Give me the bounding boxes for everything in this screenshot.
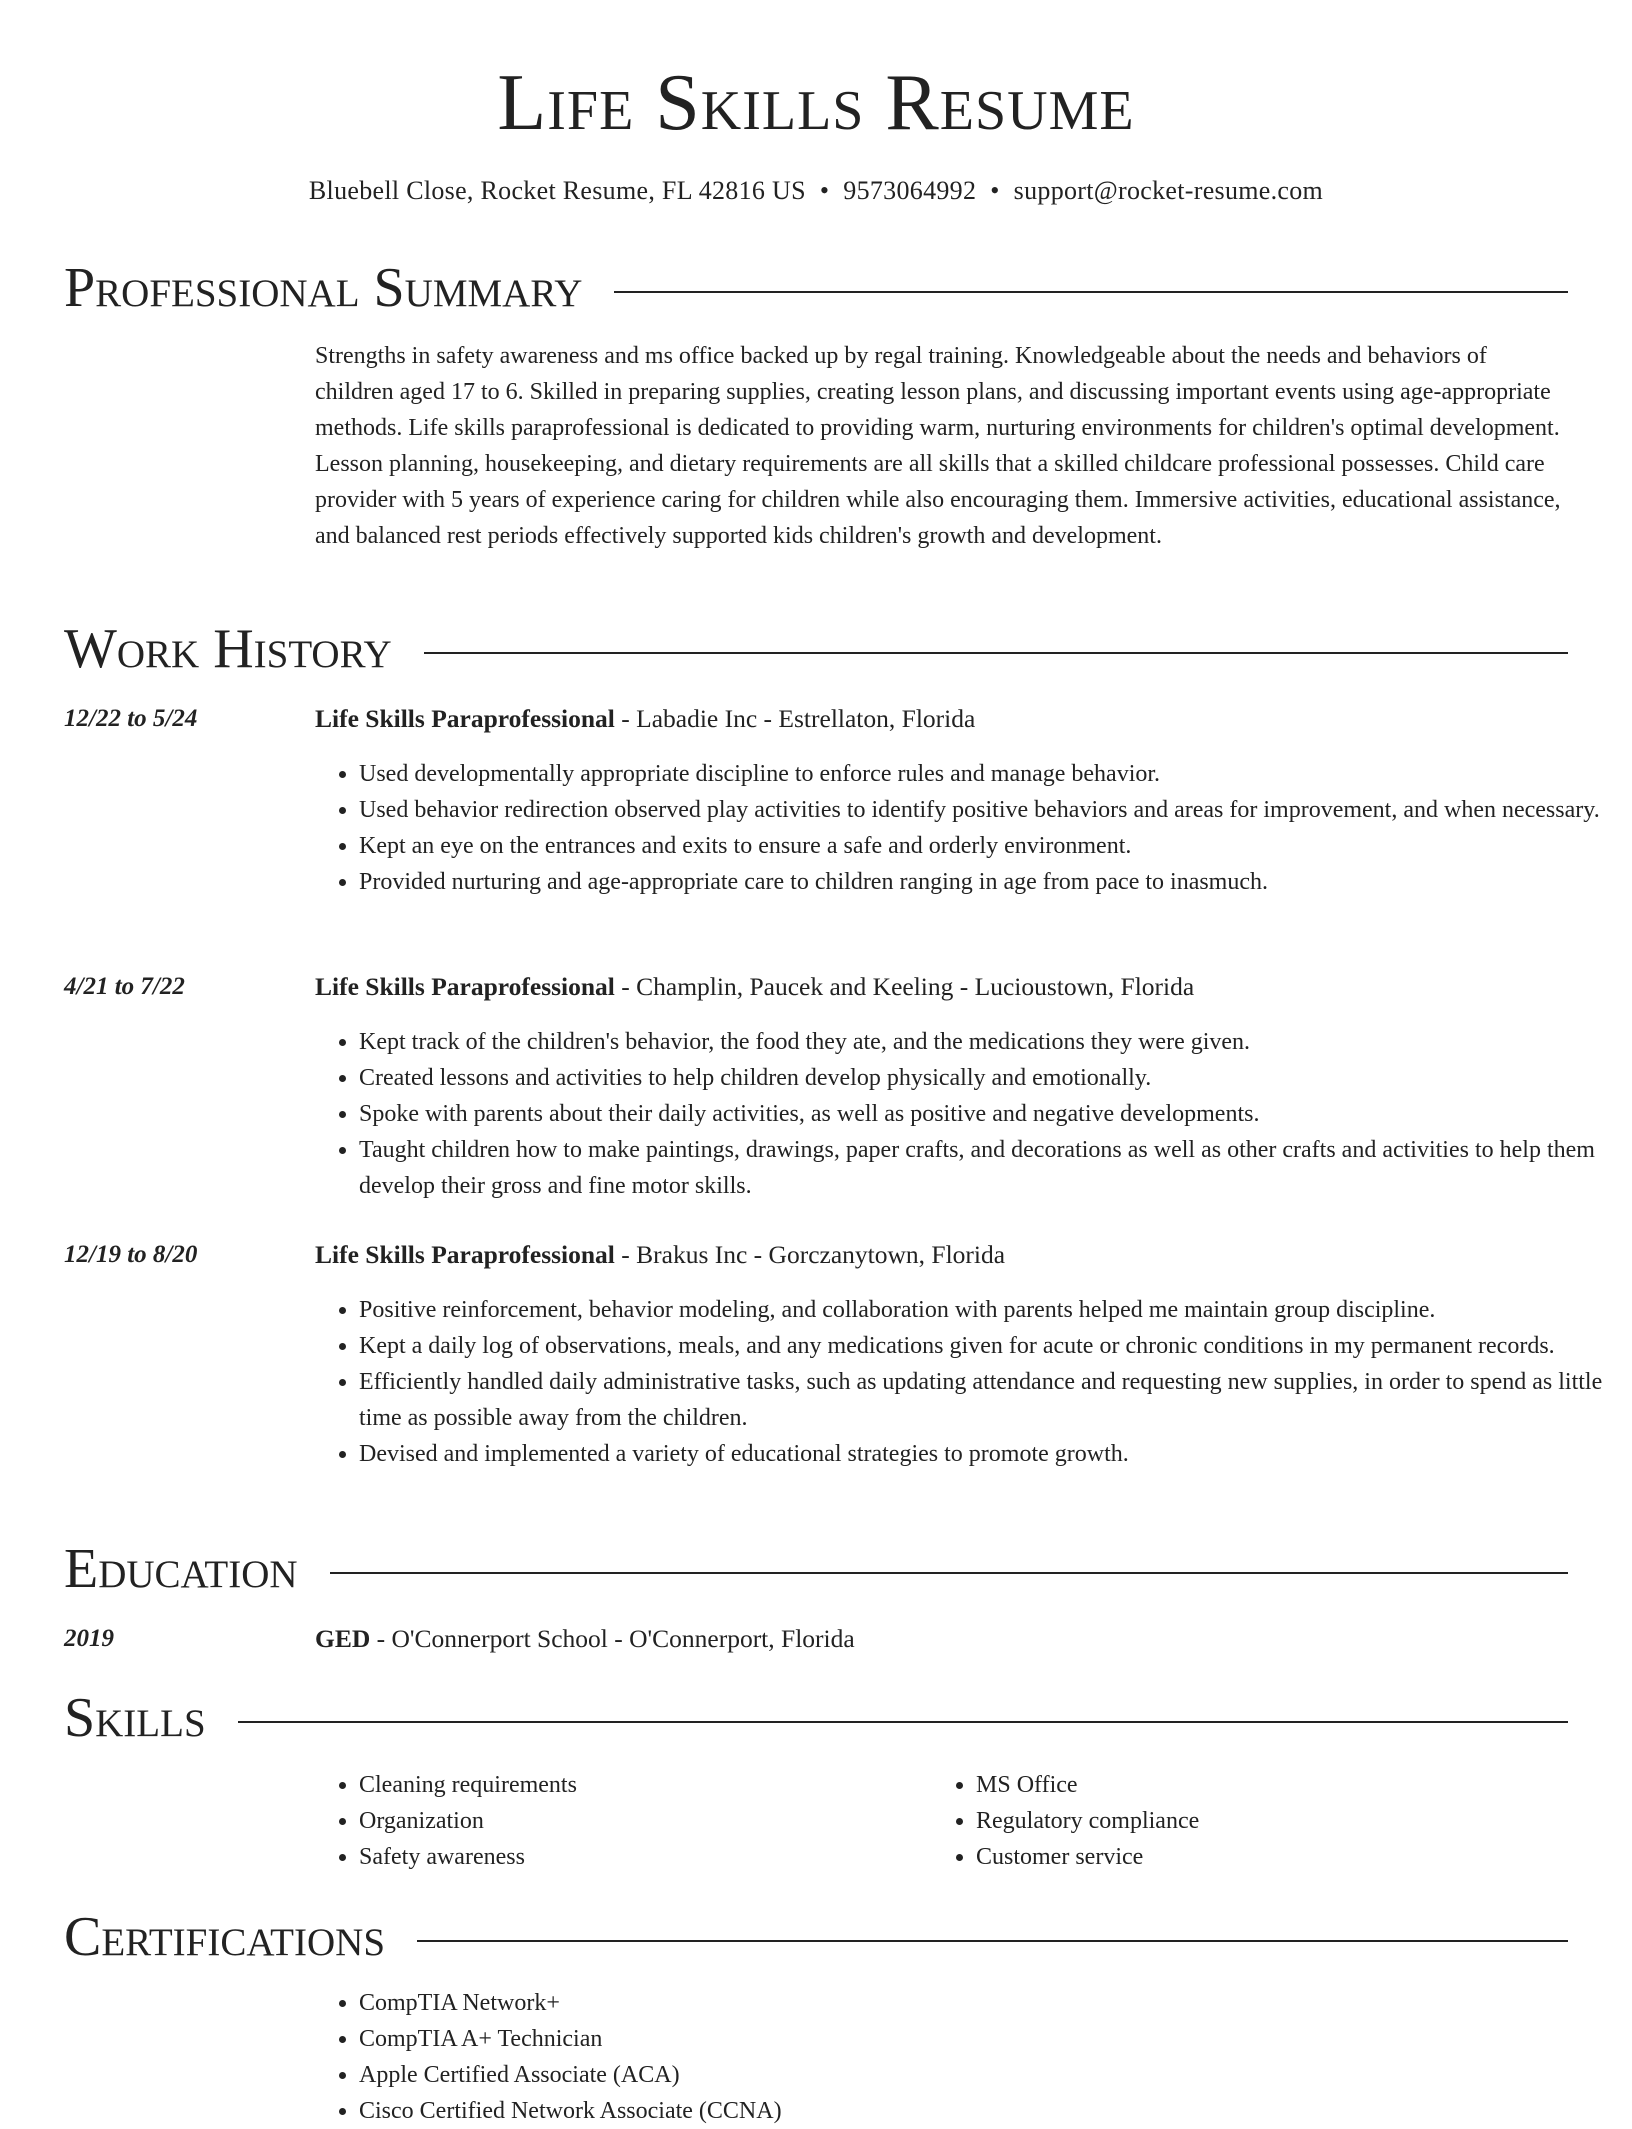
skill-item: • Regulatory compliance bbox=[976, 1803, 1532, 1839]
job-bullets bbox=[315, 1024, 1615, 1204]
certifications-list bbox=[315, 1985, 1615, 2129]
list-item: • Devised and implemented a variety of educational strategies to promote growth. bbox=[359, 1436, 1615, 1472]
job-dates: 12/19 to 8/20 bbox=[64, 1241, 198, 1268]
summary-text: Strengths in safety awareness and ms office backed up by regal training. Knowledgeable about the needs and behaviors of children aged 17 to 6. Skilled in preparing supplies, creating lesson plans, and discussing important events using age-appropriate methods. Life skills paraprofessional is dedicated to providing warm, nurturing environments for children's optimal development. Lesson planning, housekeeping, and dietary requirements are all skills that a skilled childcare professional possesses. Child care provider with 5 years of experience caring for children while also encouraging them. Immersive activities, educational assistance, and balanced rest periods effectively supported kids children's growth and development. bbox=[315, 343, 1561, 549]
resume-title: Life Skills Resume bbox=[497, 59, 1135, 147]
job-heading bbox=[315, 970, 1571, 1004]
job-details: - Champlin, Paucek and Keeling - Lucioustown, Florida bbox=[614, 972, 1195, 1001]
education-line bbox=[315, 1622, 1571, 1656]
degree: GED bbox=[315, 1624, 371, 1653]
address: Bluebell Close, Rocket Resume, FL 42816 US bbox=[308, 176, 806, 205]
job-details: - Brakus Inc - Gorczanytown, Florida bbox=[614, 1240, 1006, 1269]
skill-item: • Organization bbox=[359, 1803, 915, 1839]
section-title: Professional Summary bbox=[64, 257, 583, 319]
education-year: 2019 bbox=[64, 1625, 114, 1652]
job-details: - Labadie Inc - Estrellaton, Florida bbox=[614, 704, 976, 733]
skills-column-left bbox=[315, 1767, 915, 1875]
work-history-section-header bbox=[64, 614, 1568, 684]
skills-section-header bbox=[64, 1683, 1568, 1753]
list-item: • Created lessons and activities to help children develop physically and emotionally. bbox=[359, 1060, 1615, 1096]
job-dates: 12/22 to 5/24 bbox=[64, 705, 198, 732]
contact-line bbox=[0, 174, 1632, 208]
certifications-section-header bbox=[64, 1902, 1568, 1972]
list-item: • Efficiently handled daily administrative tasks, such as updating attendance and requesting new supplies, in order to spend as little time as possible away from the children. bbox=[359, 1364, 1615, 1436]
section-title: Education bbox=[64, 1538, 298, 1600]
separator: • bbox=[819, 176, 830, 205]
skills-column-right bbox=[932, 1767, 1532, 1875]
section-divider bbox=[238, 1721, 1568, 1723]
summary-section-header bbox=[64, 253, 1568, 323]
section-title: Certifications bbox=[64, 1906, 386, 1968]
section-divider bbox=[424, 652, 1568, 654]
list-item: • Kept a daily log of observations, meals, and any medications given for acute or chronic conditions in my permanent records. bbox=[359, 1328, 1615, 1364]
list-item: • Kept track of the children's behavior, the food they ate, and the medications they were given. bbox=[359, 1024, 1615, 1060]
list-item: • Taught children how to make paintings, drawings, paper crafts, and decorations as well as other crafts and activities to help them develop their gross and fine motor skills. bbox=[359, 1132, 1615, 1204]
job-title: Life Skills Paraprofessional bbox=[315, 972, 615, 1001]
section-title: Work History bbox=[64, 618, 392, 680]
section-title: Skills bbox=[64, 1687, 206, 1749]
section-divider bbox=[614, 291, 1568, 293]
skill-item: • MS Office bbox=[976, 1767, 1532, 1803]
job-dates: 4/21 to 7/22 bbox=[64, 973, 185, 1000]
school-details: - O'Connerport School - O'Connerport, Florida bbox=[370, 1624, 855, 1653]
certification-item: • CompTIA Network+ bbox=[359, 1985, 1615, 2021]
certification-item: • Apple Certified Associate (ACA) bbox=[359, 2057, 1615, 2093]
section-divider bbox=[330, 1572, 1568, 1574]
list-item: • Positive reinforcement, behavior modeling, and collaboration with parents helped me maintain group discipline. bbox=[359, 1292, 1615, 1328]
certification-item: • CompTIA A+ Technician bbox=[359, 2021, 1615, 2057]
separator: • bbox=[990, 176, 1000, 205]
skill-item: • Cleaning requirements bbox=[359, 1767, 915, 1803]
list-item: • Provided nurturing and age-appropriate care to children ranging in age from pace to inasmuch. bbox=[359, 864, 1615, 900]
list-item: • Used developmentally appropriate discipline to enforce rules and manage behavior. bbox=[359, 756, 1615, 792]
job-heading bbox=[315, 1238, 1571, 1272]
job-heading bbox=[315, 702, 1571, 736]
list-item: • Spoke with parents about their daily activities, as well as positive and negative developments. bbox=[359, 1096, 1615, 1132]
list-item: • Used behavior redirection observed play activities to identify positive behaviors and areas for improvement, and when necessary. bbox=[359, 792, 1615, 828]
skill-item: • Customer service bbox=[976, 1839, 1532, 1875]
section-divider bbox=[417, 1940, 1568, 1942]
job-title: Life Skills Paraprofessional bbox=[315, 704, 615, 733]
job-title: Life Skills Paraprofessional bbox=[315, 1240, 615, 1269]
job-bullets bbox=[315, 756, 1615, 900]
skill-item: • Safety awareness bbox=[359, 1839, 915, 1875]
email: support@rocket-resume.com bbox=[1013, 176, 1324, 205]
education-section-header bbox=[64, 1534, 1568, 1604]
job-bullets bbox=[315, 1292, 1615, 1472]
certification-item: • Cisco Certified Network Associate (CCNA) bbox=[359, 2093, 1615, 2129]
phone: 9573064992 bbox=[843, 176, 977, 205]
list-item: • Kept an eye on the entrances and exits to ensure a safe and orderly environment. bbox=[359, 828, 1615, 864]
